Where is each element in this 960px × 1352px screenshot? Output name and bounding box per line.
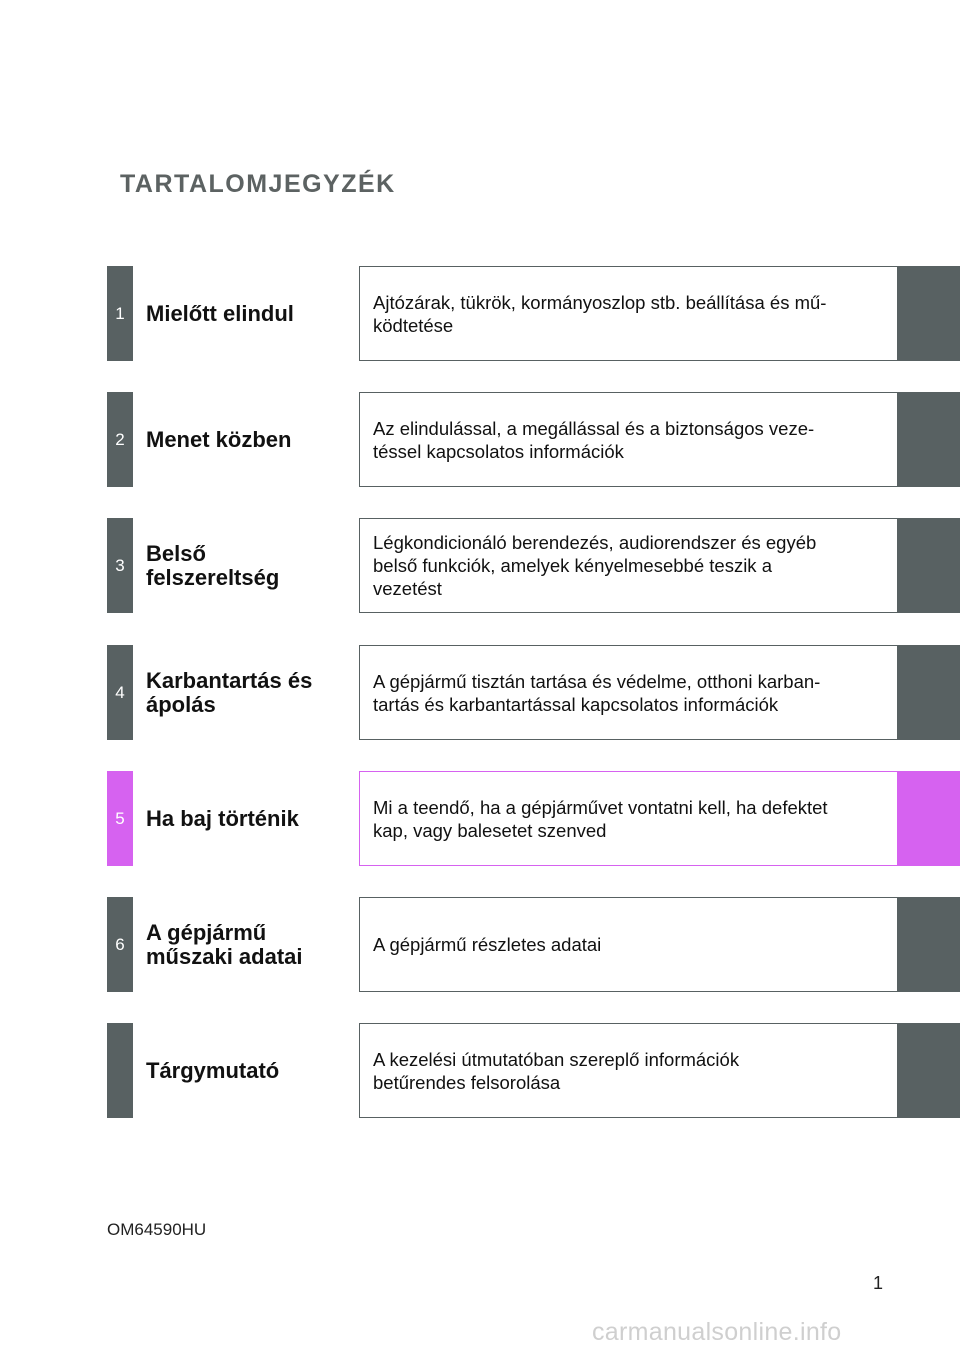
toc-row-4[interactable]: [107, 645, 960, 740]
page-number: 1: [873, 1273, 884, 1293]
section-title: A gépjármű műszaki adatai: [146, 919, 303, 969]
section-number-tab: 6: [107, 897, 133, 992]
section-description: Ajtózárak, tükrök, kormányoszlop stb. beállítása és mű- ködtetése: [373, 292, 827, 336]
toc-row-index[interactable]: [107, 1023, 960, 1118]
section-description-box: [359, 392, 898, 487]
section-title: Belső felszereltség: [146, 540, 280, 590]
section-description-box: [359, 771, 898, 866]
watermark: carmanualsonline.info: [592, 1318, 842, 1346]
section-title: Mielőtt elindul: [146, 300, 294, 326]
side-thumb-tab[interactable]: [897, 392, 960, 487]
section-title: Ha baj történik: [146, 805, 299, 831]
section-number-tab: [107, 1023, 133, 1118]
side-thumb-tab[interactable]: [897, 266, 960, 361]
section-title: Menet közben: [146, 426, 292, 452]
section-description: A gépjármű tisztán tartása és védelme, otthoni karban- tartás és karbantartással kapcsolatos információk: [373, 671, 821, 715]
section-number-tab: 4: [107, 645, 133, 740]
toc-row-2[interactable]: [107, 392, 960, 487]
section-number-tab: 5: [107, 771, 133, 866]
side-thumb-tab[interactable]: [897, 897, 960, 992]
side-thumb-tab[interactable]: [897, 771, 960, 866]
side-thumb-tab[interactable]: [897, 1023, 960, 1118]
section-number-tab: 1: [107, 266, 133, 361]
section-description-box: [359, 645, 898, 740]
section-description-box: [359, 518, 898, 613]
page-title: TARTALOMJEGYZÉK: [120, 170, 396, 198]
section-description: A kezelési útmutatóban szereplő információk betűrendes felsorolása: [373, 1049, 740, 1093]
side-thumb-tab[interactable]: [897, 645, 960, 740]
toc-row-5[interactable]: [107, 771, 960, 866]
document-code: OM64590HU: [107, 1220, 207, 1239]
toc-row-1[interactable]: [107, 266, 960, 361]
section-title: Tárgymutató: [146, 1057, 280, 1083]
toc-row-3[interactable]: [107, 518, 960, 613]
section-number-tab: 2: [107, 392, 133, 487]
toc-row-6[interactable]: [107, 897, 960, 992]
section-description: Mi a teendő, ha a gépjárművet vontatni kell, ha defektet kap, vagy balesetet szenved: [373, 797, 828, 841]
section-title: Karbantartás és ápolás: [146, 667, 313, 717]
section-description: Az elindulással, a megállással és a biztonságos veze- téssel kapcsolatos információk: [373, 418, 815, 462]
section-description-box: [359, 1023, 898, 1118]
section-description: Légkondicionáló berendezés, audiorendszer és egyéb belső funkciók, amelyek kényelmesebbé teszik a vezetést: [373, 532, 817, 599]
side-thumb-tab[interactable]: [897, 518, 960, 613]
section-number-tab: 3: [107, 518, 133, 613]
section-description: A gépjármű részletes adatai: [373, 934, 602, 955]
section-description-box: [359, 897, 898, 992]
section-description-box: [359, 266, 898, 361]
